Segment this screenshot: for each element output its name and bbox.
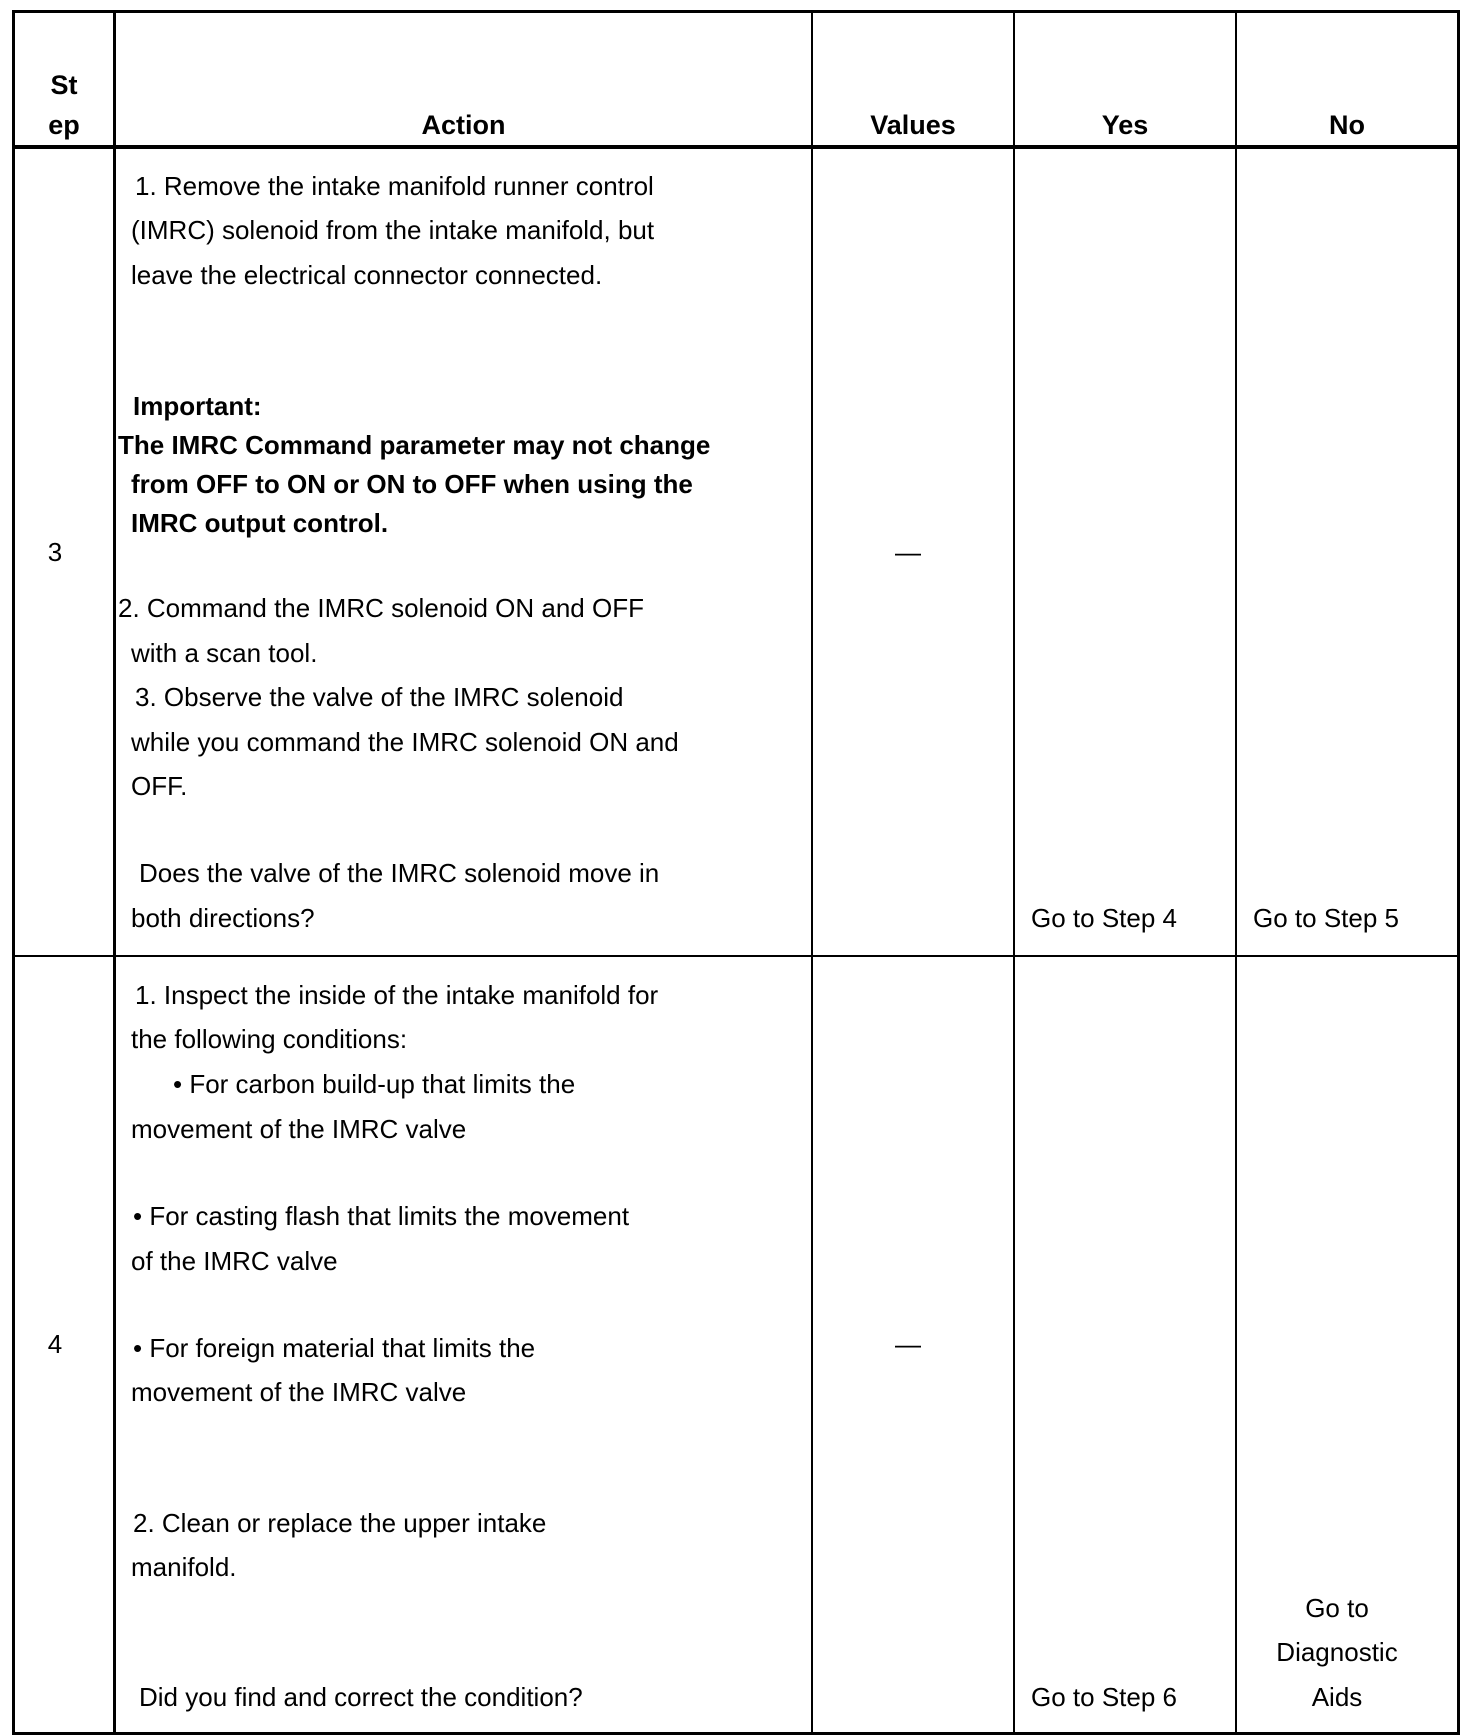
step4-no-result-line3: Aids	[1311, 1682, 1363, 1712]
step3-important-line2: from OFF to ON or ON to OFF when using the	[131, 469, 693, 499]
col-divider-action-values	[811, 10, 813, 1735]
row-divider	[12, 955, 1460, 957]
header-no: No	[1329, 110, 1365, 140]
step3-important-line1: The IMRC Command parameter may not change	[118, 430, 711, 460]
step4-bullet3-line1: • For foreign material that limits the	[133, 1333, 536, 1363]
step3-item3-line1: 3. Observe the valve of the IMRC solenoid	[135, 682, 624, 712]
header-bottom-border	[12, 145, 1460, 149]
step-number-3: 3	[47, 537, 63, 567]
step3-item1-line3: leave the electrical connector connected.	[131, 260, 603, 290]
table-top-border	[12, 10, 1460, 13]
col-divider-yes-no	[1235, 10, 1237, 1735]
col-divider-step-action	[113, 10, 116, 1735]
step4-question: Did you find and correct the condition?	[139, 1682, 583, 1712]
step4-no-result-line1: Go to	[1305, 1593, 1369, 1623]
step4-yes-result: Go to Step 6	[1031, 1682, 1177, 1712]
step4-bullet1-line1: • For carbon build-up that limits the	[173, 1069, 576, 1099]
step4-no-result-line2: Diagnostic	[1276, 1637, 1398, 1667]
header-step-line2: ep	[48, 110, 80, 140]
step4-bullet2-line2: of the IMRC valve	[131, 1246, 338, 1276]
step4-bullet3-line2: movement of the IMRC valve	[131, 1377, 467, 1407]
table-right-border	[1457, 10, 1460, 1735]
step3-important-label: Important:	[133, 391, 262, 421]
col-divider-values-yes	[1013, 10, 1015, 1735]
header-action: Action	[421, 110, 506, 140]
step3-question-line2: both directions?	[131, 903, 315, 933]
step4-item1-line1: 1. Inspect the inside of the intake manifold for	[135, 980, 659, 1010]
header-values: Values	[870, 110, 956, 140]
step3-question-line1: Does the valve of the IMRC solenoid move in	[139, 858, 660, 888]
step4-bullet1-line2: movement of the IMRC valve	[131, 1114, 467, 1144]
step4-item2-line1: 2. Clean or replace the upper intake	[133, 1508, 547, 1538]
table-bottom-border	[12, 1732, 1460, 1735]
step3-item3-line3: OFF.	[131, 771, 188, 801]
step3-item2-line1: 2. Command the IMRC solenoid ON and OFF	[118, 593, 644, 623]
step3-item2-line2: with a scan tool.	[131, 638, 318, 668]
step4-bullet2-line1: • For casting flash that limits the movement	[133, 1201, 630, 1231]
header-yes: Yes	[1101, 110, 1149, 140]
step-number-4: 4	[47, 1329, 63, 1359]
values-dash-step-3: —	[895, 537, 921, 567]
step3-no-result: Go to Step 5	[1253, 903, 1399, 933]
table-left-border	[12, 10, 15, 1735]
step3-item3-line2: while you command the IMRC solenoid ON and	[131, 727, 679, 757]
step3-yes-result: Go to Step 4	[1031, 903, 1177, 933]
values-dash-step-4: —	[895, 1329, 921, 1359]
step3-item1-line1: 1. Remove the intake manifold runner control	[135, 171, 654, 201]
header-step-line1: St	[50, 70, 78, 100]
step4-item1-line2: the following conditions:	[131, 1024, 408, 1054]
step3-item1-line2: (IMRC) solenoid from the intake manifold, but	[131, 215, 655, 245]
step4-item2-line2: manifold.	[131, 1552, 237, 1582]
step3-important-line3: IMRC output control.	[131, 508, 389, 538]
